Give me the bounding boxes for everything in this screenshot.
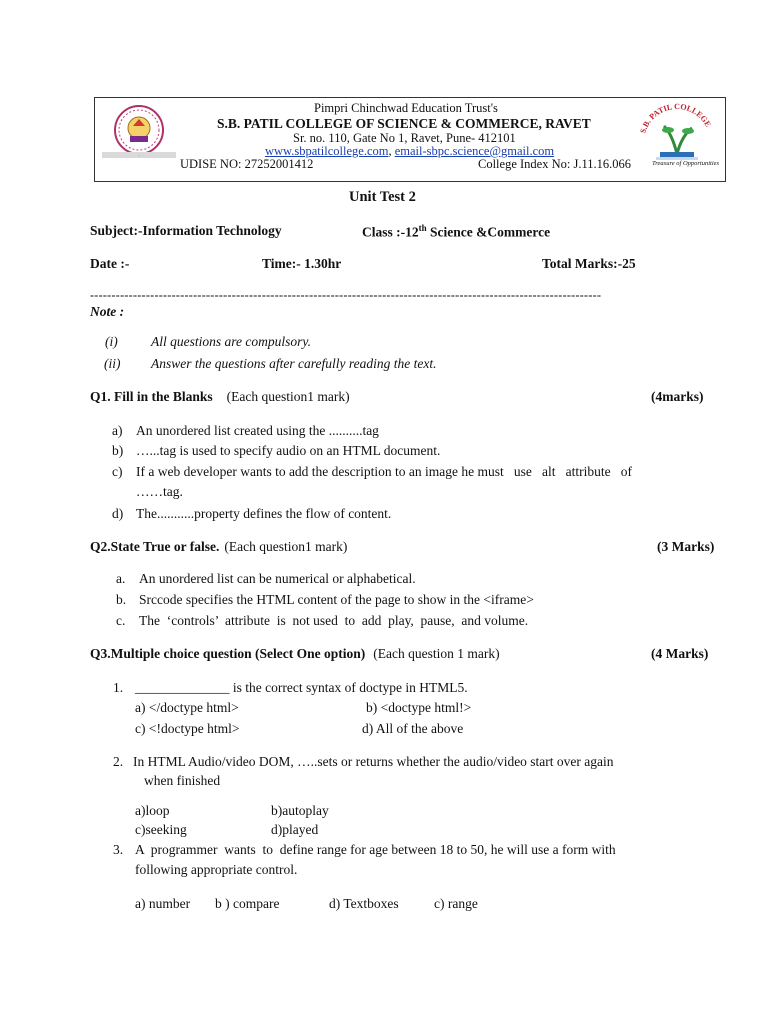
- q3-option: a) </doctype html>: [135, 700, 239, 715]
- contact-line: www.sbpatilcollege.com, email-sbpc.science@gmail.com: [265, 144, 555, 158]
- q3-question-text: In HTML Audio/video DOM, …..sets or returns whether the audio/video start over again: [133, 754, 614, 769]
- q2-item-text: An unordered list can be numerical or alphabetical.: [139, 571, 416, 586]
- time-label: Time:- 1.30hr: [262, 256, 342, 271]
- q3-question-number: 3.: [113, 842, 124, 857]
- q2-marks: (3 Marks): [657, 539, 715, 554]
- q3-option: a)loop: [135, 803, 170, 818]
- subject-label: Subject:-Information Technology: [90, 223, 282, 238]
- total-marks-label: Total Marks:-25: [542, 256, 636, 271]
- svg-text:·: ·: [138, 153, 140, 158]
- q2-heading: Q2.State True or false. (Each question1 mark): [90, 539, 348, 554]
- q3-question-text: ______________ is the correct syntax of doctype in HTML5.: [135, 680, 468, 695]
- q3-question-number: 2.: [113, 754, 124, 769]
- udise-number: UDISE NO: 27252001412: [180, 157, 314, 171]
- divider-line: -----------------------------------------------------------------------------------------------------------------------: [90, 288, 602, 302]
- q3-option: d)played: [271, 822, 319, 837]
- q3-option: a) number: [135, 896, 191, 911]
- q1-item-text: If a web developer wants to add the description to an image he must use alt attribute of: [136, 464, 632, 479]
- q3-marks: (4 Marks): [651, 646, 709, 661]
- q2-item-number: c.: [116, 613, 126, 628]
- logo-caption: Treasure of Opportunities: [652, 160, 720, 167]
- college-name: S.B. PATIL COLLEGE OF SCIENCE & COMMERCE, RAVET: [217, 116, 591, 131]
- trust-name: Pimpri Chinchwad Education Trust's: [314, 101, 498, 115]
- date-label: Date :-: [90, 256, 130, 271]
- q2-item-text: Srccode specifies the HTML content of the page to show in the <iframe>: [139, 592, 534, 607]
- q1-item-text-cont: ……tag.: [136, 484, 183, 499]
- q1-marks: (4marks): [651, 389, 704, 404]
- q1-item-number: c): [112, 464, 123, 479]
- q3-question-text: A programmer wants to define range for age between 18 to 50, he will use a form with: [135, 842, 616, 857]
- q1-item-number: d): [112, 506, 124, 521]
- website-link[interactable]: www.sbpatilcollege.com: [265, 144, 389, 158]
- note-item-text: All questions are compulsory.: [151, 334, 311, 349]
- q3-option: b)autoplay: [271, 803, 329, 818]
- q1-item-number: b): [112, 443, 124, 458]
- svg-text:S.B. PATIL COLLEGE: [638, 102, 712, 134]
- q2-item-text: The ‘controls’ attribute is not used to add play, pause, and volume.: [139, 613, 529, 628]
- q3-question-number: 1.: [113, 680, 124, 695]
- q1-item-text: …...tag is used to specify audio on an HTML document.: [136, 443, 441, 458]
- college-emblem-icon: [100, 100, 178, 160]
- q3-option: d) Textboxes: [329, 896, 399, 911]
- email-link[interactable]: email-sbpc.science@gmail.com: [394, 144, 555, 158]
- test-title: Unit Test 2: [349, 189, 416, 205]
- q3-option: c) range: [434, 896, 478, 911]
- q1-heading: Q1. Fill in the Blanks (Each question1 mark): [90, 389, 350, 404]
- college-index: College Index No: J.11.16.066: [478, 157, 631, 171]
- q3-option: c)seeking: [135, 822, 187, 837]
- q2-item-number: b.: [116, 592, 127, 607]
- q2-item-number: a.: [116, 571, 126, 586]
- q3-option: c) <!doctype html>: [135, 721, 240, 736]
- q3-question-text-cont: following appropriate control.: [135, 862, 298, 877]
- class-label: Class :-12th Science &Commerce: [362, 223, 551, 240]
- q3-question-text-cont: when finished: [144, 773, 221, 788]
- note-label: Note :: [90, 304, 125, 319]
- q1-item-text: An unordered list created using the ..........tag: [136, 423, 379, 438]
- q3-option: b) <doctype html!>: [366, 700, 472, 715]
- note-item-number: (i): [105, 334, 118, 349]
- q1-item-number: a): [112, 423, 123, 438]
- q3-heading: Q3.Multiple choice question (Select One option) (Each question 1 mark): [90, 646, 500, 661]
- note-item-text: Answer the questions after carefully reading the text.: [151, 356, 437, 371]
- college-address: Sr. no. 110, Gate No 1, Ravet, Pune- 412101: [293, 131, 516, 145]
- q3-option: d) All of the above: [362, 721, 464, 736]
- logo-arc-text: S.B. PATIL COLLEGE: [638, 102, 713, 135]
- q1-item-text: The...........property defines the flow of content.: [136, 506, 392, 521]
- q3-option: b ) compare: [215, 896, 280, 911]
- note-item-number: (ii): [104, 356, 121, 371]
